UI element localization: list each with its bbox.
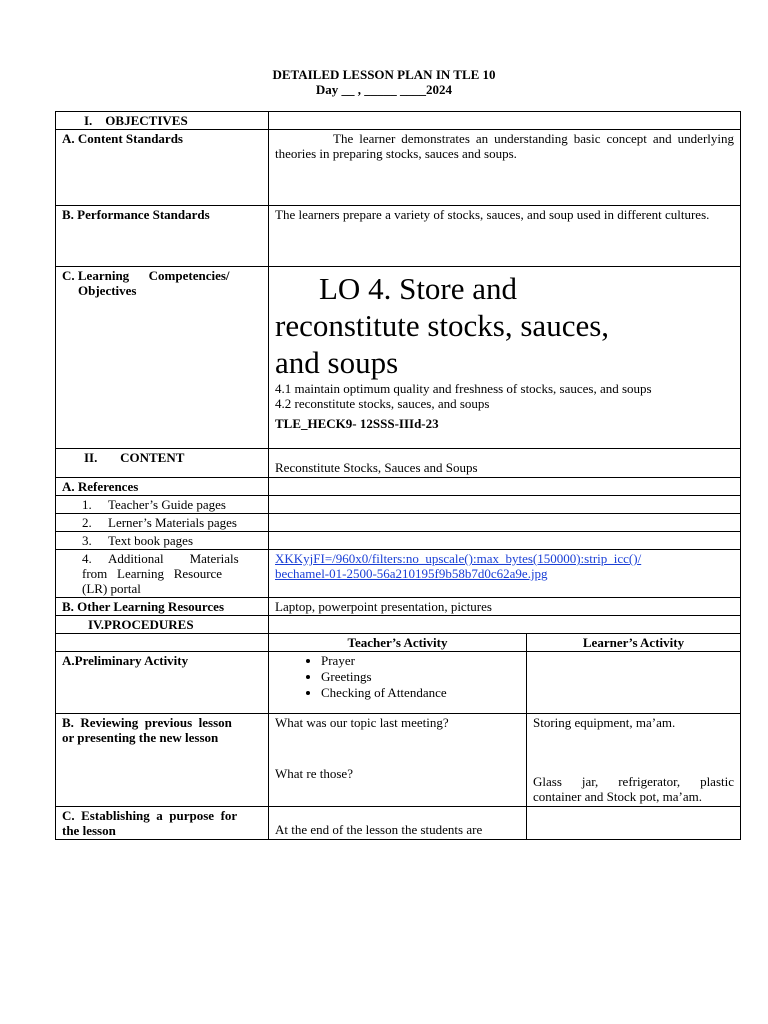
competencies-content	[269, 267, 741, 449]
references-empty-cell	[269, 478, 741, 496]
performance-standards-text: The learners prepare a variety of stocks, sauces, and soup used in different cultures.	[269, 206, 741, 267]
procedures-empty-cell	[269, 616, 741, 634]
establishing-purpose-label: C. Establishing a purpose for the lesson	[56, 807, 269, 840]
competencies-label: C. Learning Competencies/ Objectives	[56, 267, 269, 449]
document-title: DETAILED LESSON PLAN IN TLE 10	[272, 67, 496, 82]
procedures-heading: IV.PROCEDURES	[56, 616, 269, 634]
teacher-question-1: What was our topic last meeting?	[275, 715, 449, 730]
learner-answer-2: Glass jar, refrigerator, plastic container and Stock pot, ma’am.	[533, 774, 734, 804]
learners-activity-header: Learner’s Activity	[527, 634, 741, 652]
performance-standards-label: B. Performance Standards	[56, 206, 269, 267]
reference-item-value	[269, 514, 741, 532]
competency-item-2: 4.2 reconstitute stocks, sauces, and soups	[275, 396, 490, 411]
performance-standards-row	[56, 206, 741, 267]
preliminary-bullet-list	[275, 653, 520, 701]
additional-materials-link-cell	[269, 550, 741, 598]
reviewing-lesson-row	[56, 714, 741, 807]
establishing-teacher-activity: At the end of the lesson the students are	[269, 807, 527, 840]
reference-item-row	[56, 514, 741, 532]
document-date-line: Day __ , _____ ____2024	[315, 82, 453, 97]
content-standards-text: The learner demonstrates an understanding basic concept and underlying theories in preparing stocks, sauces and soups.	[269, 130, 741, 206]
objectives-heading: I. OBJECTIVES	[56, 112, 269, 130]
competency-code: TLE_HECK9- 12SSS-IIId-23	[275, 416, 439, 431]
learning-outcome-heading: LO 4. Store and reconstitute stocks, sauces, and soups	[275, 271, 610, 380]
learner-answer-1: Storing equipment, ma’am.	[533, 715, 676, 730]
list-item: • Greetings	[321, 669, 520, 685]
other-resources-row	[56, 598, 741, 616]
reference-item-teachers-guide: 1. Teacher’s Guide pages	[56, 496, 269, 514]
content-text: Reconstitute Stocks, Sauces and Soups	[269, 449, 741, 478]
reviewing-lesson-label: B. Reviewing previous lesson or presenting the new lesson	[56, 714, 269, 807]
additional-materials-label: 4. Additional Materials from Learning Resource (LR) portal	[56, 550, 269, 598]
activity-header-empty	[56, 634, 269, 652]
reviewing-learner-activity	[527, 714, 741, 807]
reference-item-row	[56, 496, 741, 514]
reference-item-row	[56, 532, 741, 550]
reviewing-teacher-activity	[269, 714, 527, 807]
preliminary-activity-teacher	[269, 652, 527, 714]
competency-item-1: 4.1 maintain optimum quality and freshness of stocks, sauces, and soups	[275, 381, 652, 396]
objectives-empty-cell	[269, 112, 741, 130]
content-row	[56, 449, 741, 478]
teachers-activity-header: Teacher’s Activity	[269, 634, 527, 652]
other-resources-label: B. Other Learning Resources	[56, 598, 269, 616]
teacher-question-2: What re those?	[275, 766, 353, 781]
references-row	[56, 478, 741, 496]
reference-item-learners-materials: 2. Lerner’s Materials pages	[56, 514, 269, 532]
content-heading: II. CONTENT	[56, 449, 269, 478]
other-resources-text: Laptop, powerpoint presentation, pictures	[269, 598, 741, 616]
establishing-purpose-row	[56, 807, 741, 840]
references-label: A. References	[56, 478, 269, 496]
list-item: • Checking of Attendance	[321, 685, 520, 701]
content-standards-label: A. Content Standards	[56, 130, 269, 206]
reference-item-textbook: 3. Text book pages	[56, 532, 269, 550]
procedures-row	[56, 616, 741, 634]
competencies-row	[56, 267, 741, 449]
preliminary-activity-learner	[527, 652, 741, 714]
preliminary-activity-row	[56, 652, 741, 714]
objectives-row	[56, 112, 741, 130]
additional-materials-row	[56, 550, 741, 598]
content-standards-row	[56, 130, 741, 206]
lesson-plan-table	[55, 111, 741, 840]
lr-portal-link[interactable]: XKKyjFI=/960x0/filters:no_upscale():max_bytes(150000):strip_icc()/ bechamel-01-2500-56a210195f9b58b7d0c62a9e.jpg	[275, 551, 642, 581]
reference-item-value	[269, 496, 741, 514]
activity-header-row	[56, 634, 741, 652]
reference-item-value	[269, 532, 741, 550]
preliminary-activity-label: A.Preliminary Activity	[56, 652, 269, 714]
list-item: • Prayer	[321, 653, 520, 669]
establishing-learner-activity	[527, 807, 741, 840]
